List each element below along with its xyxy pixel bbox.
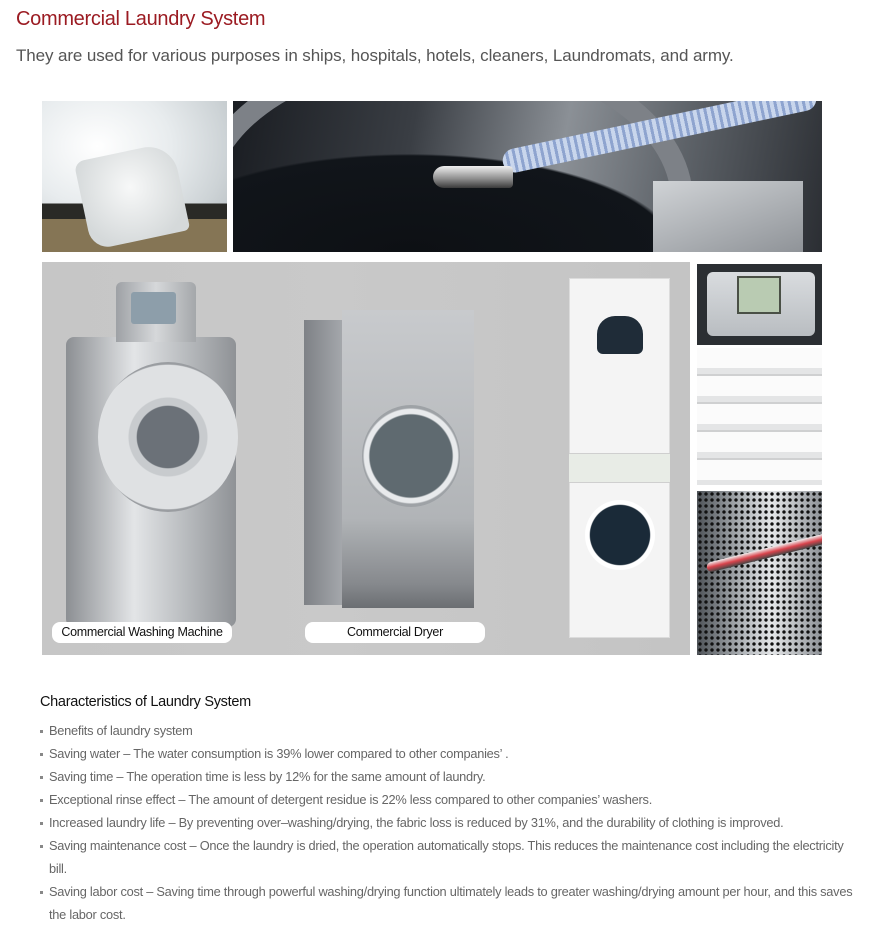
washing-machine-photo	[56, 282, 226, 627]
dryer-side	[304, 320, 344, 605]
list-item: Benefits of laundry system	[40, 719, 860, 742]
towel-photo	[42, 101, 227, 252]
stack-dryer-window	[597, 316, 643, 354]
product-photo-panel	[42, 262, 690, 655]
dryer-caption: Commercial Dryer	[305, 622, 485, 643]
dryer-photo	[304, 310, 474, 608]
towel-cloth-shape	[74, 142, 191, 251]
stack-control-strip	[569, 453, 670, 483]
heating-rod-shape	[706, 529, 822, 573]
washer-caption: Commercial Washing Machine	[52, 622, 232, 643]
list-item: Increased laundry life – By preventing over–washing/drying, the fabric loss is reduced by 31%, and the durability of clothing is improved.	[40, 811, 860, 834]
bracket-shape	[653, 181, 803, 252]
list-item: Saving labor cost – Saving time through powerful washing/drying function ultimately leads to greater washing/drying amount per hour, and this saves the labor cost.	[40, 880, 860, 926]
list-item: Saving water – The water consumption is 39% lower compared to other companies’ .	[40, 742, 860, 765]
control-panel-photo	[697, 264, 822, 345]
characteristics-list	[40, 719, 860, 926]
list-item: Exceptional rinse effect – The amount of detergent residue is 22% less compared to other companies’ washers.	[40, 788, 860, 811]
folded-towels-photo	[697, 348, 822, 485]
washer-control-panel	[131, 292, 176, 324]
page-title: Commercial Laundry System	[16, 8, 266, 30]
stacked-washer-dryer-photo	[569, 278, 670, 638]
control-screen	[737, 276, 781, 314]
nozzle-shape	[433, 166, 513, 188]
page-subtitle: They are used for various purposes in ships, hospitals, hotels, cleaners, Laundromats, and army.	[16, 46, 734, 65]
perforated-drum-photo	[697, 491, 822, 655]
dryer-door	[362, 405, 460, 507]
list-item: Saving maintenance cost – Once the laundry is dried, the operation automatically stops. This reduces the maintenance cost including the electricity bill.	[40, 834, 860, 880]
list-item: Saving time – The operation time is less by 12% for the same amount of laundry.	[40, 765, 860, 788]
characteristics-heading: Characteristics of Laundry System	[40, 694, 251, 710]
hose-photo	[233, 101, 822, 252]
washer-door	[98, 362, 238, 512]
stack-washer-door	[585, 500, 655, 570]
